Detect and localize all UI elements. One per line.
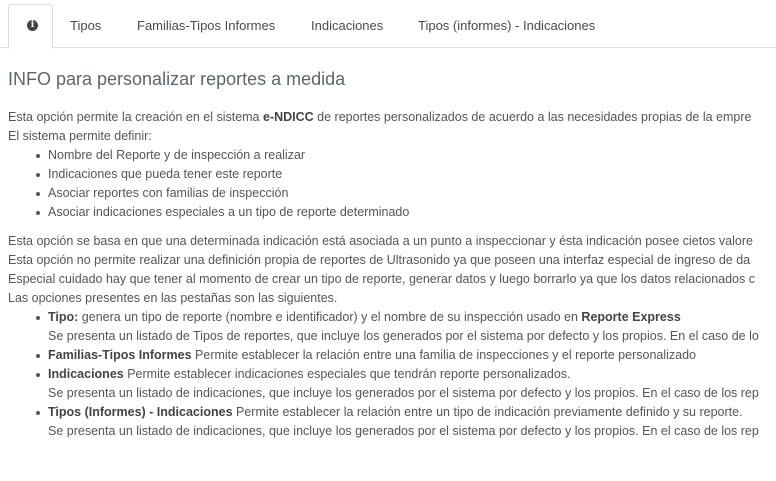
- define-heading: El sistema permite definir:: [8, 129, 152, 143]
- option-label: Indicaciones: [48, 367, 124, 381]
- note-line: Esta opción no permite realizar una definición propia de reportes de Ultrasonido ya que poseen una interfaz especial de ingreso de da: [8, 253, 751, 267]
- option-highlight: Reporte Express: [581, 310, 681, 324]
- brand-name: e-NDICC: [263, 110, 314, 124]
- info-circle-icon: i: [27, 20, 38, 31]
- option-indicaciones: [8, 365, 776, 384]
- list-item: Nombre del Reporte y de inspección a realizar: [8, 146, 776, 165]
- tab-tipos[interactable]: Tipos: [70, 18, 102, 33]
- note-line: Esta opción se basa en que una determinada indicación está asociada a un punto a inspeccionar y ésta indicación posee cietos valore: [8, 234, 753, 248]
- page-title: INFO para personalizar reportes a medida: [8, 69, 346, 90]
- option-tipo: [8, 308, 776, 327]
- option-familias: [8, 346, 776, 365]
- option-description: Se presenta un listado de indicaciones, que incluye los generados por el sistema por defecto y los propios. En el caso de los rep: [48, 424, 759, 438]
- tab-indicaciones[interactable]: Indicaciones: [311, 18, 384, 33]
- option-description: Se presenta un listado de Tipos de reportes, que incluye los generados por el sistema por defecto y los propios. En el caso de lo: [48, 329, 759, 343]
- intro-paragraph: [8, 108, 776, 127]
- option-description: Se presenta un listado de indicaciones, que incluye los generados por el sistema por defecto y los propios. En el caso de los rep: [48, 386, 759, 400]
- option-label: Tipo:: [48, 310, 79, 324]
- list-item: Asociar indicaciones especiales a un tipo de reporte determinado: [8, 203, 776, 222]
- option-text: Permite establecer la relación entre un tipo de indicación previamente definido y su reporte.: [232, 405, 743, 419]
- note-line: Especial cuidado hay que tener al momento de crear un tipo de reporte, generar datos y luego borrarlo ya que los datos relacionados c: [8, 272, 755, 286]
- intro-text-rest: de reportes personalizados de acuerdo a las necesidades propias de la empre: [313, 110, 752, 124]
- option-text: genera un tipo de reporte (nombre e identificador) y el nombre de su inspección usado en: [78, 310, 582, 324]
- option-label: Tipos (Informes) - Indicaciones: [48, 405, 233, 419]
- tab-bar: [0, 0, 776, 48]
- list-item: Asociar reportes con familias de inspección: [8, 184, 776, 203]
- list-item: Indicaciones que pueda tener este reporte: [8, 165, 776, 184]
- option-text: Permite establecer indicaciones especiales que tendrán reporte personalizados.: [123, 367, 571, 381]
- option-tipos-indicaciones: [8, 403, 776, 422]
- option-label: Familias-Tipos Informes: [48, 348, 192, 362]
- intro-text: Esta opción permite la creación en el sistema: [8, 110, 263, 124]
- tab-tipos-indicaciones[interactable]: Tipos (informes) - Indicaciones: [418, 18, 596, 33]
- note-line: Las opciones presentes en las pestañas son las siguientes.: [8, 291, 338, 305]
- option-text: Permite establecer la relación entre una familia de inspecciones y el reporte personalizado: [191, 348, 697, 362]
- tab-info[interactable]: [8, 4, 53, 49]
- info-content: [8, 108, 776, 441]
- tab-familias-tipos-informes[interactable]: Familias-Tipos Informes: [137, 18, 276, 33]
